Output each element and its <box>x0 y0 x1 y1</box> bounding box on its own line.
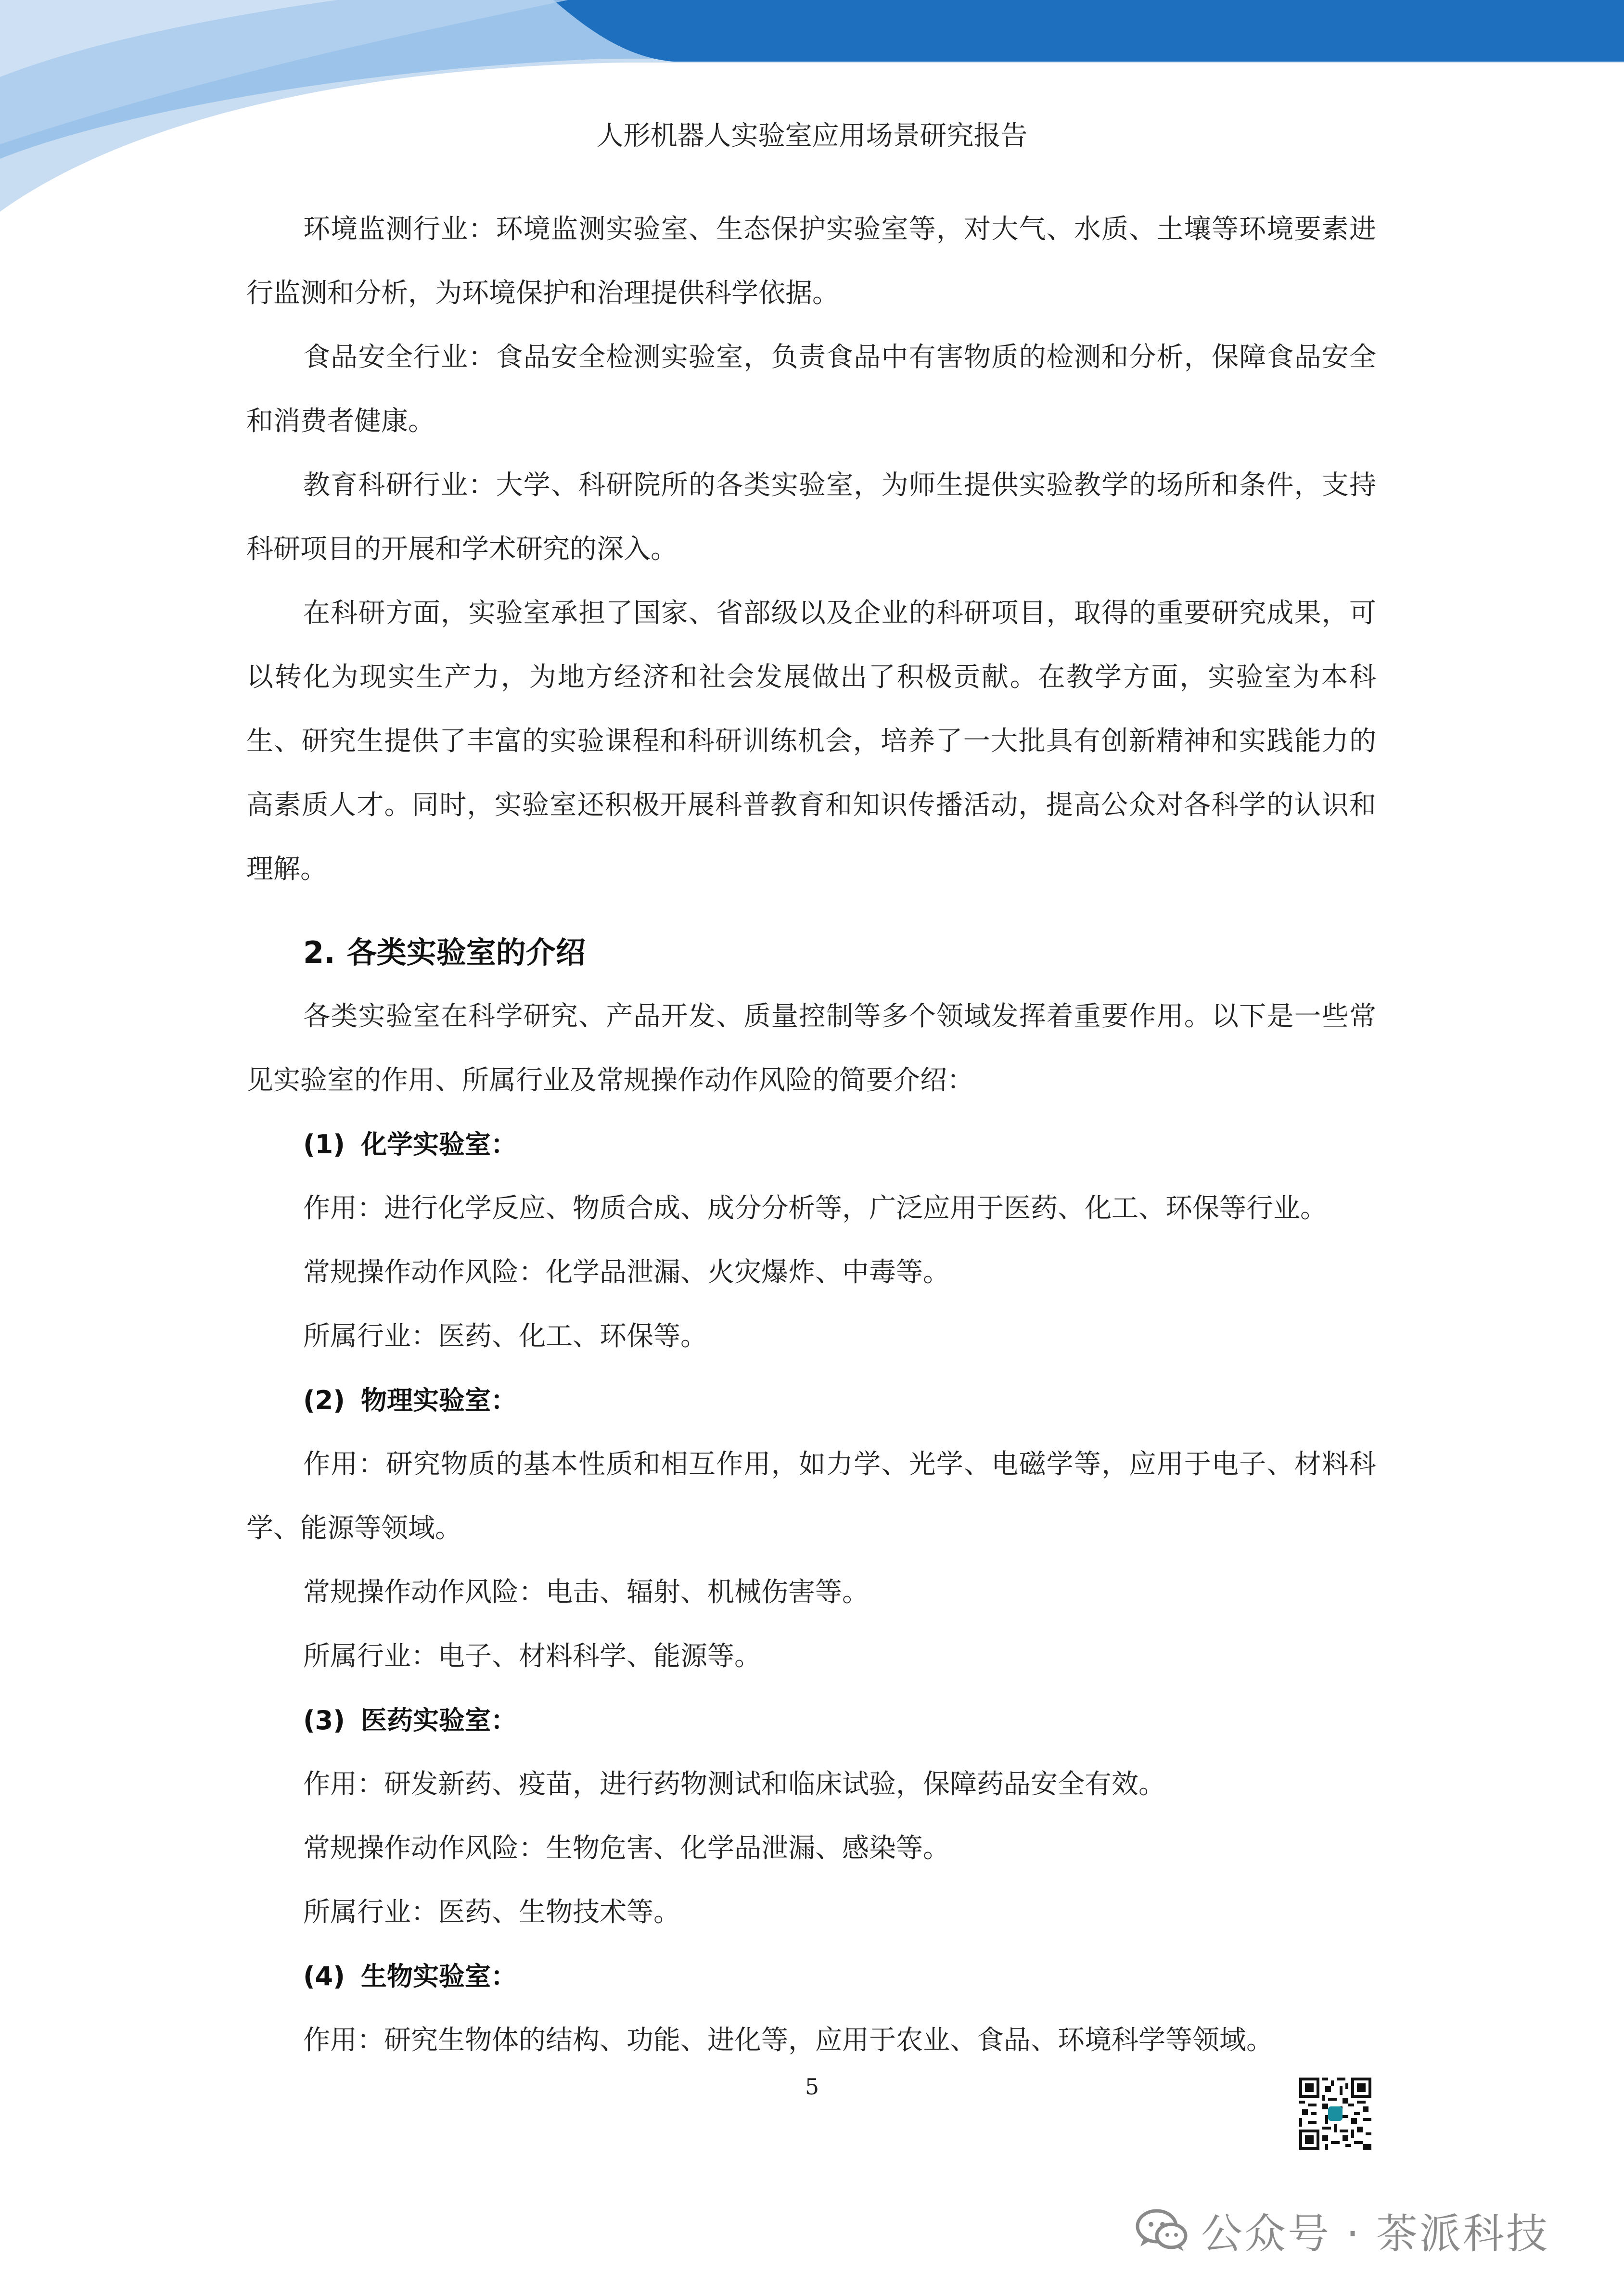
paragraph-environment: 环境监测行业：环境监测实验室、生态保护实验室等，对大气、水质、土壤等环境要素进行监测和分析，为环境保护和治理提供科学依据。 <box>246 214 1376 309</box>
qr-code-icon <box>1299 2078 1371 2150</box>
lab-title: 物理实验室： <box>361 1385 517 1416</box>
lab-line: 常规操作动作风险：化学品泄漏、火灾爆炸、中毒等。 <box>303 1257 950 1288</box>
lab-line: 所属行业：医药、化工、环保等。 <box>303 1321 707 1352</box>
paragraph-education: 教育科研行业：大学、科研院所的各类实验室，为师生提供实验教学的场所和条件，支持科研项目的开展和学术研究的深入。 <box>246 470 1376 565</box>
lab-line: 常规操作动作风险：生物危害、化学品泄漏、感染等。 <box>303 1833 950 1864</box>
paragraph-research-teaching: 在科研方面，实验室承担了国家、省部级以及企业的科研项目，取得的重要研究成果，可以转化为现实生产力，为地方经济和社会发展做出了积极贡献。在教学方面，实验室为本科生、研究生提供了丰富的实验课程和科研训练机会，培养了一大批具有创新精神和实践能力的高素质人才。同时，实验室还积极开展科普教育和知识传播活动，提高公众对各科学的认识和理解。 <box>246 598 1376 885</box>
lab-line: 作用：进行化学反应、物质合成、成分分析等，广泛应用于医药、化工、环保等行业。 <box>303 1193 1327 1224</box>
lab-line: 常规操作动作风险：电击、辐射、机械伤害等。 <box>303 1577 869 1608</box>
section-number: 2. <box>303 935 335 970</box>
lab-line: 作用：研究物质的基本性质和相互作用，如力学、光学、电磁学等，应用于电子、材料科学、能源等领域。 <box>246 1449 1376 1544</box>
lab-title: 化学实验室： <box>361 1129 517 1160</box>
lab-line: 所属行业：电子、材料科学、能源等。 <box>303 1641 761 1672</box>
lab-heading-chemistry <box>246 1112 1376 1176</box>
lab-number: (1) <box>303 1129 345 1160</box>
paragraph-food-safety: 食品安全行业：食品安全检测实验室，负责食品中有害物质的检测和分析，保障食品安全和消费者健康。 <box>246 342 1376 437</box>
lab-title: 医药实验室： <box>361 1705 517 1735</box>
lab-number: (3) <box>303 1705 345 1735</box>
section-intro: 各类实验室在科学研究、产品开发、质量控制等多个领域发挥着重要作用。以下是一些常见实验室的作用、所属行业及常规操作动作风险的简要介绍： <box>246 1001 1376 1096</box>
watermark <box>1136 2201 1549 2259</box>
lab-title: 生物实验室： <box>361 1961 517 1991</box>
lab-number: (2) <box>303 1385 345 1416</box>
document-title: 人形机器人实验室应用场景研究报告 <box>596 120 1028 152</box>
page-content <box>246 197 1376 2072</box>
watermark-text: 公众号 · 茶派科技 <box>1201 2210 1550 2258</box>
lab-heading-physics <box>246 1368 1376 1432</box>
lab-heading-pharma <box>246 1688 1376 1752</box>
lab-line: 所属行业：医药、生物技术等。 <box>303 1897 680 1928</box>
lab-line: 作用：研究生物体的结构、功能、进化等，应用于农业、食品、环境科学等领域。 <box>303 2025 1273 2056</box>
wechat-icon <box>1136 2206 1189 2254</box>
section-title: 各类实验室的介绍 <box>346 935 586 970</box>
lab-line: 作用：研发新药、疫苗，进行药物测试和临床试验，保障药品安全有效。 <box>303 1769 1165 1800</box>
section-heading <box>246 920 1376 984</box>
lab-number: (4) <box>303 1961 345 1991</box>
page-number: 5 <box>805 2074 819 2100</box>
lab-heading-biology <box>246 1944 1376 2008</box>
